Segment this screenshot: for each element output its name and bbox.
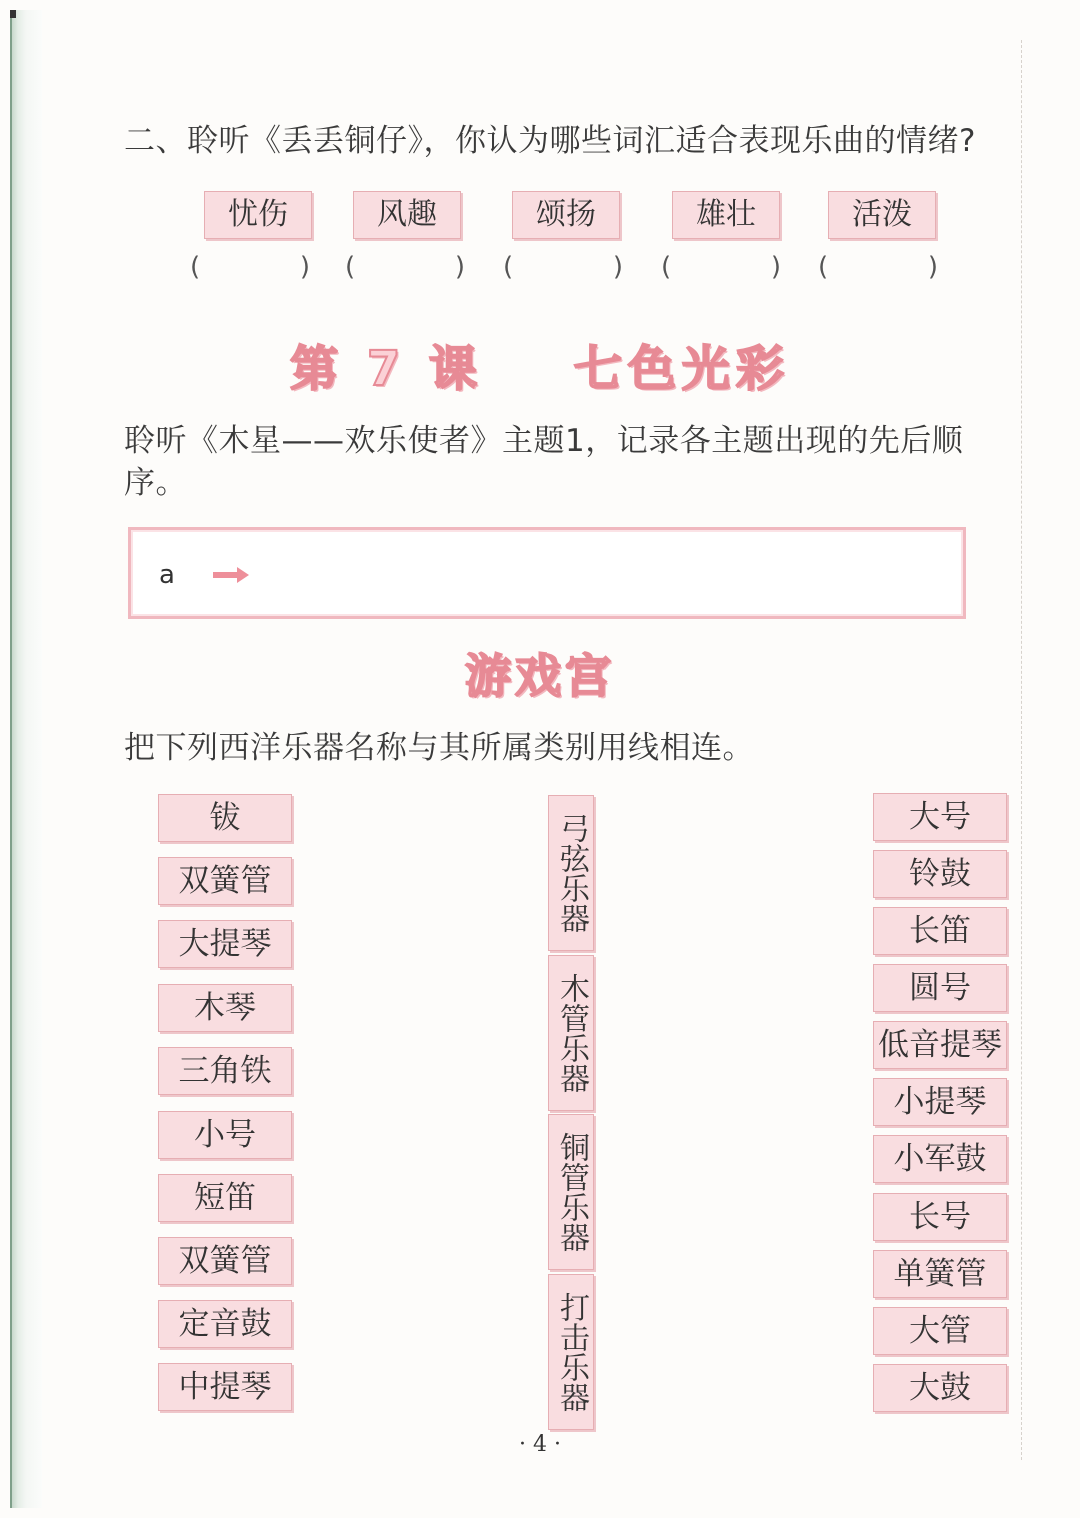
category-item[interactable]: 铜管乐器	[548, 1114, 594, 1270]
instrument-item[interactable]: 圆号	[873, 964, 1007, 1012]
instrument-item[interactable]: 大提琴	[158, 920, 292, 968]
instrument-item[interactable]: 长号	[873, 1193, 1007, 1241]
category-item[interactable]: 打击乐器	[548, 1274, 594, 1430]
sequence-start-letter: a	[159, 560, 175, 590]
answer-blank[interactable]: ( )	[190, 252, 310, 282]
instrument-item[interactable]: 短笛	[158, 1174, 292, 1222]
instrument-item[interactable]: 三角铁	[158, 1047, 292, 1095]
sequence-answer-box[interactable]	[128, 527, 966, 619]
lesson-instruction: 聆听《木星——欢乐使者》主题1，记录各主题出现的先后顺序。	[124, 423, 964, 501]
word-option: 忧伤	[204, 191, 312, 239]
game-title: 游戏宫	[465, 649, 615, 703]
answer-blank[interactable]: ( )	[345, 252, 465, 282]
instrument-item[interactable]: 小号	[158, 1111, 292, 1159]
instrument-item[interactable]: 小军鼓	[873, 1135, 1007, 1183]
game-instruction: 把下列西洋乐器名称与其所属类别用线相连。	[124, 730, 754, 766]
word-option: 雄壮	[672, 191, 780, 239]
category-item[interactable]: 木管乐器	[548, 955, 594, 1111]
instrument-item[interactable]: 大管	[873, 1307, 1007, 1355]
instrument-item[interactable]: 大号	[873, 793, 1007, 841]
instrument-item[interactable]: 小提琴	[873, 1078, 1007, 1126]
instrument-item[interactable]: 单簧管	[873, 1250, 1007, 1298]
page-binding-edge	[10, 10, 42, 1508]
word-option: 颂扬	[512, 191, 620, 239]
answer-blank[interactable]: ( )	[503, 252, 623, 282]
answer-blank[interactable]: ( )	[818, 252, 938, 282]
instrument-item[interactable]: 定音鼓	[158, 1300, 292, 1348]
instrument-item[interactable]: 钹	[158, 794, 292, 842]
page-number: · 4 ·	[519, 1432, 561, 1457]
instrument-item[interactable]: 大鼓	[873, 1364, 1007, 1412]
answer-blank[interactable]: ( )	[661, 252, 781, 282]
instrument-item[interactable]: 木琴	[158, 984, 292, 1032]
question2-title: 二、聆听《丢丢铜仔》，你认为哪些词汇适合表现乐曲的情绪?	[124, 123, 976, 159]
instrument-item[interactable]: 中提琴	[158, 1363, 292, 1411]
instrument-item[interactable]: 铃鼓	[873, 850, 1007, 898]
category-item[interactable]: 弓弦乐器	[548, 795, 594, 951]
word-option: 活泼	[828, 191, 936, 239]
binding-mark	[10, 10, 16, 18]
instrument-item[interactable]: 双簧管	[158, 1237, 292, 1285]
instrument-item[interactable]: 长笛	[873, 907, 1007, 955]
instrument-item[interactable]: 低音提琴	[873, 1021, 1007, 1069]
right-arrow-icon	[213, 567, 249, 583]
page-right-edge	[1020, 40, 1022, 1460]
lesson-title: 第 7 课 七色光彩	[290, 341, 790, 397]
word-option: 风趣	[353, 191, 461, 239]
instrument-item[interactable]: 双簧管	[158, 857, 292, 905]
